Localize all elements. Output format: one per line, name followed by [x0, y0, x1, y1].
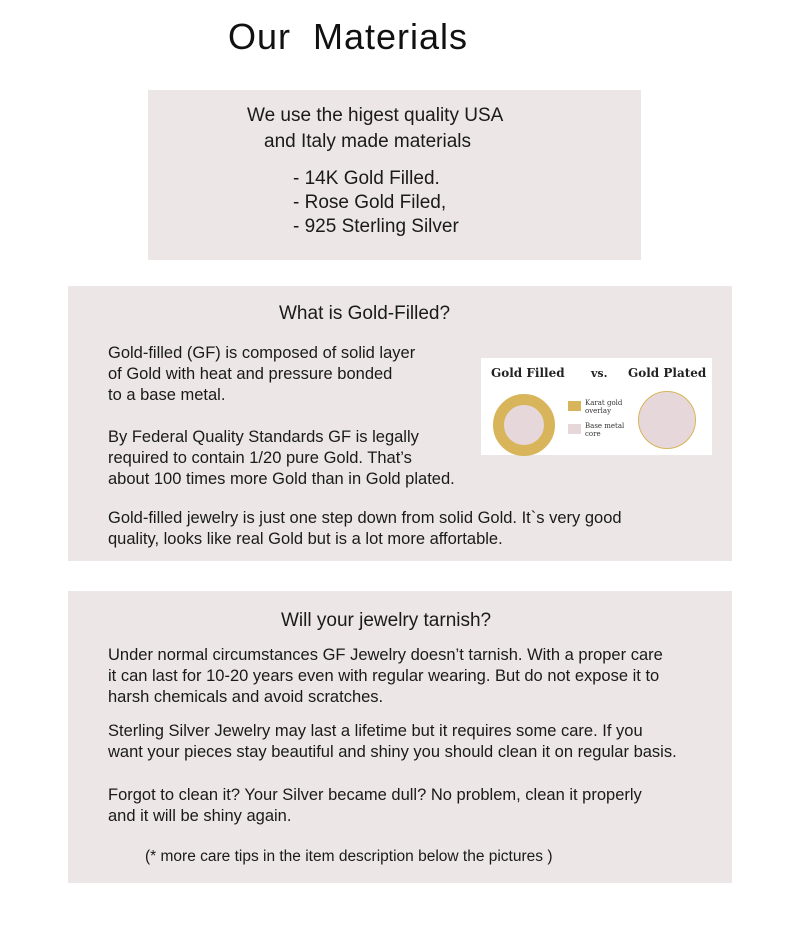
gold-filled-text-line: Gold-filled jewelry is just one step down from solid Gold. It`s very good: [108, 509, 622, 527]
gold-filled-text-line: Gold-filled (GF) is composed of solid layer: [108, 344, 416, 362]
gold-filled-text-line: quality, looks like real Gold but is a lot more affortable.: [108, 530, 503, 548]
gold-plated-circle-icon: [638, 391, 696, 449]
gold-filled-text-line: required to contain 1/20 pure Gold. That’s: [108, 449, 412, 467]
tarnish-text-line: it can last for 10-20 years even with regular wearing. But do not expose it to: [108, 667, 660, 685]
materials-intro-line-2: and Italy made materials: [264, 131, 471, 152]
gold-filled-heading: What is Gold-Filled?: [279, 303, 451, 324]
karat-gold-swatch: [568, 401, 581, 411]
gold-filled-text-line: By Federal Quality Standards GF is legally: [108, 428, 419, 446]
tarnish-panel: [68, 591, 732, 883]
karat-gold-legend: Karat gold overlay: [585, 399, 623, 415]
materials-intro-line-1: We use the higest quality USA: [247, 105, 504, 126]
gold-filled-text-line: to a base metal.: [108, 386, 226, 404]
base-metal-legend: Base metal core: [585, 422, 625, 438]
gold-filled-panel: [68, 286, 732, 561]
base-metal-swatch: [568, 424, 581, 434]
versus-label: vs.: [591, 367, 608, 380]
tarnish-text-line: Sterling Silver Jewelry may last a lifetime but it requires some care. If you: [108, 722, 643, 740]
tarnish-text-line: Forgot to clean it? Your Silver became dull? No problem, clean it properly: [108, 786, 642, 804]
gold-filled-ring-icon: [493, 394, 555, 456]
tarnish-heading: Will your jewelry tarnish?: [281, 610, 492, 631]
tarnish-text-line: harsh chemicals and avoid scratches.: [108, 688, 384, 706]
gold-comparison-graphic: [481, 358, 712, 455]
gold-filled-label: Gold Filled: [491, 366, 565, 380]
gold-filled-text-line: about 100 times more Gold than in Gold plated.: [108, 470, 455, 488]
tarnish-text-line: Under normal circumstances GF Jewelry doesn’t tarnish. With a proper care: [108, 646, 663, 664]
material-item: - Rose Gold Filed,: [293, 192, 447, 213]
page-title: Our Materials: [228, 16, 469, 57]
tarnish-text-line: and it will be shiny again.: [108, 807, 292, 825]
material-item: - 925 Sterling Silver: [293, 216, 459, 237]
tarnish-text-line: want your pieces stay beautiful and shiny you should clean it on regular basis.: [108, 743, 677, 761]
material-item: - 14K Gold Filled.: [293, 168, 440, 189]
materials-panel: [148, 90, 641, 260]
care-tips-note: (* more care tips in the item description below the pictures ): [145, 848, 553, 865]
gold-plated-label: Gold Plated: [628, 366, 707, 380]
gold-filled-text-line: of Gold with heat and pressure bonded: [108, 365, 393, 383]
